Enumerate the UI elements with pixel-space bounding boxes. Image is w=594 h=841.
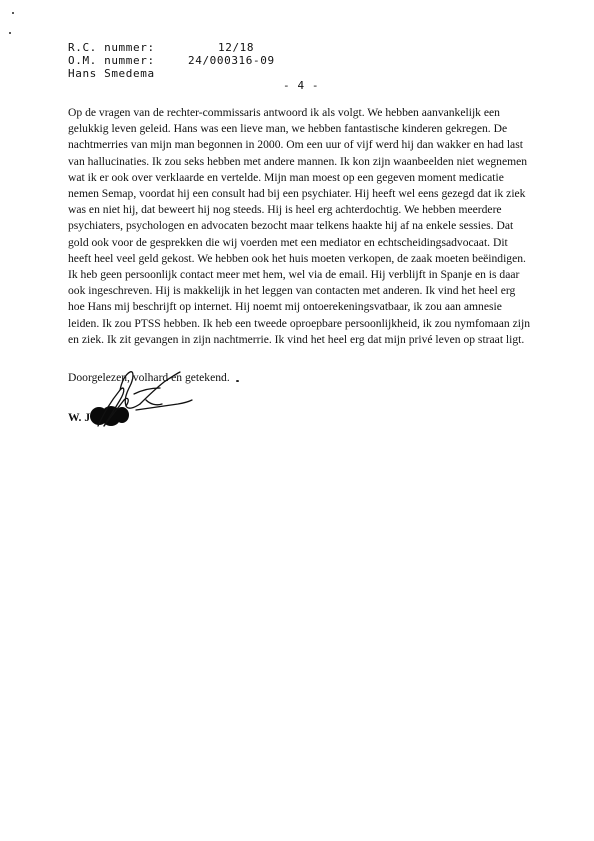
scan-speck (236, 380, 239, 382)
defendant-name: Hans Smedema (68, 67, 155, 80)
scan-speck (12, 12, 14, 14)
statement-paragraph: Op de vragen van de rechter-commissaris antwoord ik als volgt. We hebben aanvankelijk een gelukkig leven geleid. Hans was een lieve man, we hebben fantastische kinderen gekregen. De nachtmerries van mijn man begonnen in 2000. Om een uur of vijf werd hij dan wakker en had last van hallucinaties. Ik zou seks hebben met andere mannen. Ik kon zijn waanbeelden niet wegnemen wat ik er ook over verklaarde en vertelde. Mijn man moest op een gegeven moment medicatie nemen Semap, voordat hij een consult had bij een psychiater. Hij heeft wel eens gezegd dat ik ziek was en niet hij, dat beweert hij nog steeds. Hij is heel erg achterdochtig. We hebben meerdere psychiaters, psychologen en advocaten bezocht maar telkens haakte hij af na enkele sessies. Dat gold ook voor de gesprekken die wij voerden met een mediator en echtscheidingsadvocaat. Dit heeft heel veel geld gekost. We hebben ook het huis moeten verkopen, de zaak moeten beëindigen. Ik heb geen persoonlijk contact meer met hem, wel via de email. Hij verblijft in Spanje en is daar ook ingeschreven. Hij is makkelijk in het leggen van contacten met anderen. Ik vind het heel erg hoe Hans mij beschrijft op internet. Hij noemt mij ontoerekeningsvatbaar, ik zou aan amnesie leiden. Ik zou PTSS hebben. Ik heb een tweede oproepbare persoonlijkheid, ik zou nymfomaan zijn en ziek. Ik zit gevangen in zijn nachtmerrie. Ik vind het heel erg dat mijn privé leven op straat ligt. (68, 106, 531, 346)
closing-statement: Doorgelezen, volhard en getekend. (68, 371, 230, 384)
scan-speck (9, 32, 11, 34)
rc-number-value: 12/18 (218, 41, 255, 54)
signatory-initial: W. J (68, 411, 91, 424)
om-number-value: 24/000316-09 (188, 54, 275, 67)
rc-number-line (68, 42, 254, 54)
om-number-line (68, 55, 275, 67)
om-number-label: O.M. nummer: (68, 54, 155, 67)
page-number: - 4 - (283, 79, 320, 92)
rc-number-label: R.C. nummer: (68, 41, 155, 54)
handwritten-signature (90, 360, 200, 435)
